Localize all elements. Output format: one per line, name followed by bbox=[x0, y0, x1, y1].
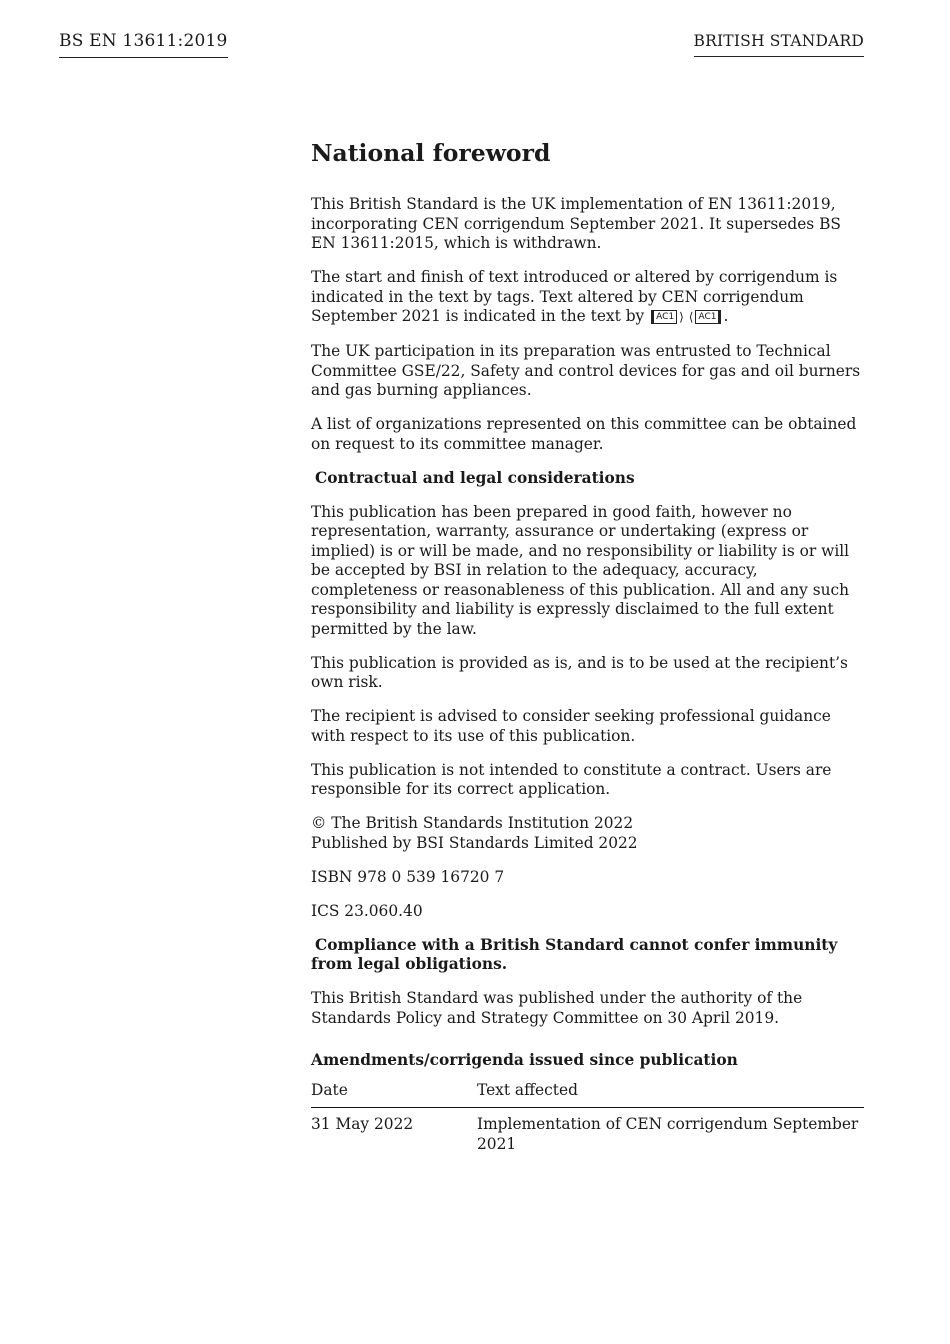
table-row bbox=[311, 1108, 864, 1155]
copyright-block bbox=[311, 814, 866, 853]
page-title: National foreword bbox=[311, 139, 551, 167]
compliance-heading: Compliance with a British Standard cannot confer immunity from legal obligations. bbox=[311, 935, 838, 973]
page-content bbox=[311, 138, 866, 1154]
amendments-table bbox=[311, 1081, 864, 1155]
foreword-paragraph-4: A list of organizations represented on this committee can be obtained on request to its committee manager. bbox=[311, 415, 857, 453]
contractual-paragraph-1: This publication has been prepared in good faith, however no representation, warranty, assurance or undertaking (express or implied) is or will be made, and no responsibility or liability is or will be accepted by BSI in relation to the adequacy, accuracy, completeness or reasonableness of this publication. All and any such responsibility and liability is expressly disclaimed to the full extent permitted by the law. bbox=[311, 502, 850, 638]
isbn: ISBN 978 0 539 16720 7 bbox=[311, 867, 505, 886]
ac1-end-tag-icon: AC1 bbox=[695, 310, 721, 324]
compliance-paragraph: This British Standard was published under the authority of the Standards Policy and Strategy Committee on 30 April 2019. bbox=[311, 989, 803, 1027]
ics: ICS 23.060.40 bbox=[311, 901, 423, 920]
corrigendum-tag-text: The start and finish of text introduced or altered by corrigendum is indicated in the text by tags. Text altered by CEN corrigendum September 2021 is indicated in the text by bbox=[311, 268, 838, 325]
copyright-line: © The British Standards Institution 2022 bbox=[311, 814, 634, 832]
amendment-text: Implementation of CEN corrigendum September 2021 bbox=[477, 1115, 859, 1153]
ac1-start-tag-icon: AC1 bbox=[651, 310, 677, 324]
amendment-date: 31 May 2022 bbox=[311, 1115, 414, 1133]
amendments-heading: Amendments/corrigenda issued since publication bbox=[311, 1051, 738, 1069]
foreword-paragraph-2 bbox=[311, 268, 866, 328]
column-header-date: Date bbox=[311, 1081, 477, 1108]
contractual-heading: Contractual and legal considerations bbox=[315, 468, 635, 487]
contractual-paragraph-2: This publication is provided as is, and is to be used at the recipient’s own risk. bbox=[311, 653, 848, 691]
publisher-line: Published by BSI Standards Limited 2022 bbox=[311, 833, 638, 852]
foreword-paragraph-3: The UK participation in its preparation was entrusted to Technical Committee GSE/22, Safety and control devices for gas and oil burners and gas burning appliances. bbox=[311, 342, 861, 399]
contractual-paragraph-3: The recipient is advised to consider seeking professional guidance with respect to its use of this publication. bbox=[311, 707, 831, 745]
document-id-header: BS EN 13611:2019 bbox=[59, 31, 228, 58]
standard-series-header: BRITISH STANDARD bbox=[694, 32, 865, 57]
amendments-table-header bbox=[311, 1081, 864, 1108]
foreword-paragraph-1: This British Standard is the UK implementation of EN 13611:2019, incorporating CEN corrigendum September 2021. It supersedes BS EN 13611:2015, which is withdrawn. bbox=[311, 195, 841, 252]
column-header-text-affected: Text affected bbox=[477, 1081, 864, 1108]
sentence-end: . bbox=[723, 307, 729, 325]
contractual-paragraph-4: This publication is not intended to constitute a contract. Users are responsible for its correct application. bbox=[311, 760, 832, 798]
tag-close-arrow-icon: ⟨ bbox=[688, 310, 694, 324]
tag-open-arrow-icon: ⟩ bbox=[679, 310, 684, 324]
